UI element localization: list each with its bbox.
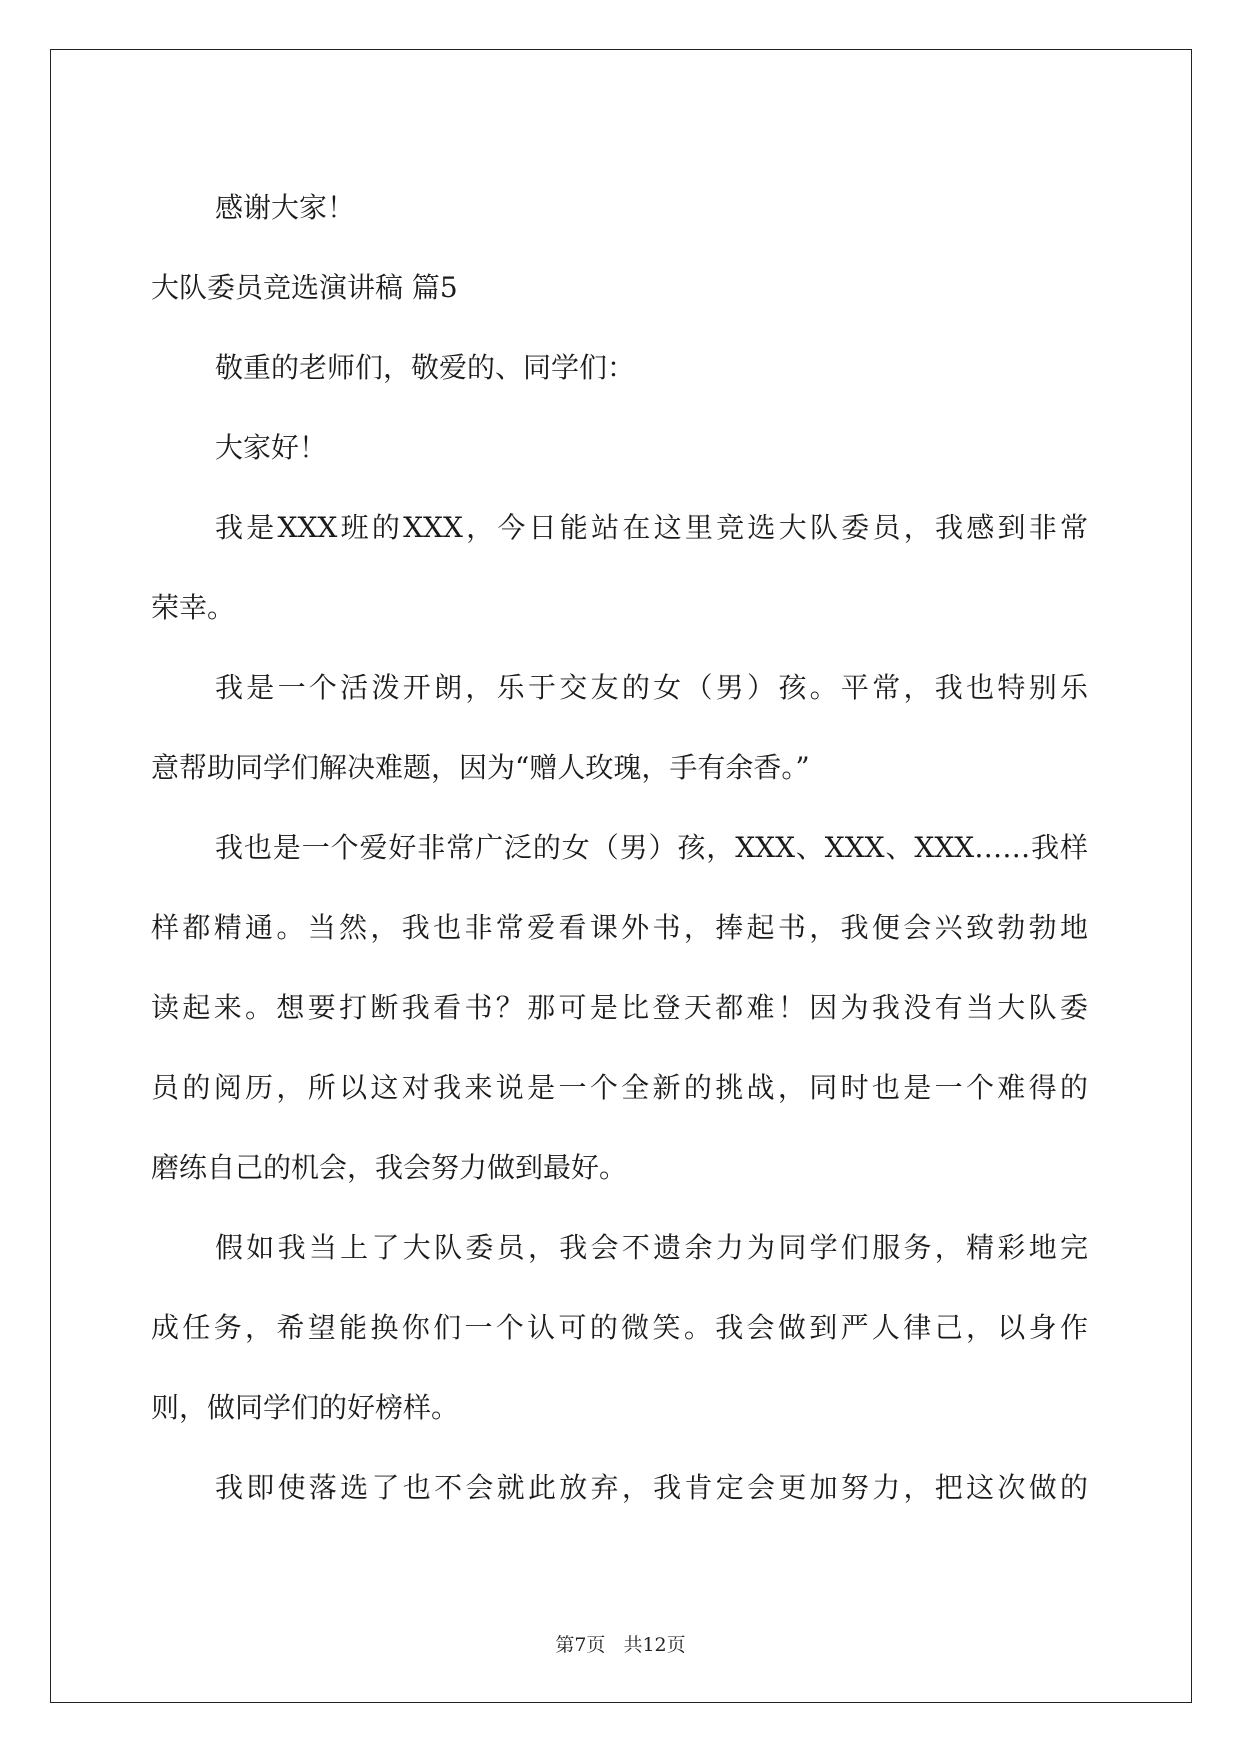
text-line: 感谢大家！	[215, 191, 356, 224]
text-line: 我即使落选了也不会就此放弃，我肯定会更加努力，把这次做的	[215, 1471, 1088, 1504]
page-number: 第7页	[555, 1634, 606, 1656]
text-line: 读起来。想要打断我看书？那可是比登天都难！因为我没有当大队委	[151, 991, 1088, 1024]
text-line: 我是一个活泼开朗，乐于交友的女（男）孩。平常，我也特别乐	[215, 671, 1088, 704]
text-line: 荣幸。	[151, 591, 236, 624]
text-line: 则，做同学们的好榜样。	[151, 1391, 460, 1424]
text-line: 样都精通。当然，我也非常爱看课外书，捧起书，我便会兴致勃勃地	[151, 911, 1088, 944]
page-footer	[0, 1630, 1241, 1657]
text-line: 成任务，希望能换你们一个认可的微笑。我会做到严人律己，以身作	[151, 1311, 1088, 1344]
page-total: 共12页	[623, 1634, 686, 1656]
text-line: 假如我当上了大队委员，我会不遗余力为同学们服务，精彩地完	[215, 1231, 1088, 1264]
text-line: 意帮助同学们解决难题，因为“赠人玫瑰，手有余香。”	[151, 751, 810, 784]
text-line: 我是XXX班的XXX，今日能站在这里竞选大队委员，我感到非常	[215, 511, 1088, 544]
text-line: 员的阅历，所以这对我来说是一个全新的挑战，同时也是一个难得的	[151, 1071, 1088, 1104]
section-heading: 大队委员竞选演讲稿 篇5	[151, 271, 458, 304]
text-line: 大家好！	[215, 431, 328, 464]
text-line: 敬重的老师们，敬爱的、同学们：	[215, 351, 636, 384]
text-line: 我也是一个爱好非常广泛的女（男）孩，XXX、XXX、XXX……我样	[215, 831, 1088, 864]
document-body	[151, 168, 1088, 1528]
text-line: 磨练自己的机会，我会努力做到最好。	[151, 1151, 628, 1184]
